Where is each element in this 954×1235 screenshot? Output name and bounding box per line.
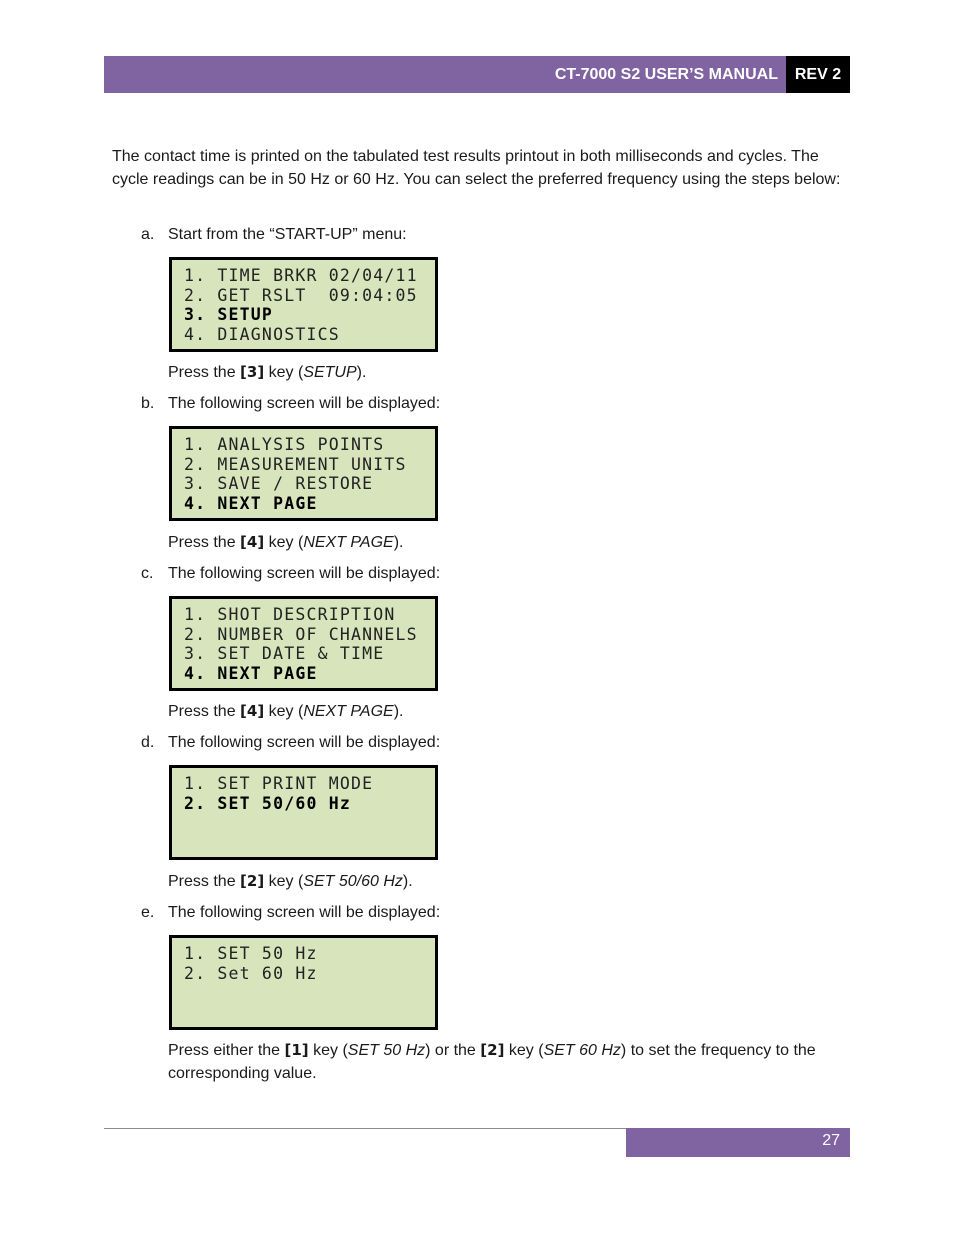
- revision-badge: REV 2: [786, 56, 850, 93]
- press-text: ) to set the frequency to the corresponding value.: [168, 1042, 816, 1082]
- press-text: Press either the: [168, 1042, 285, 1059]
- press-text: key (: [264, 364, 304, 381]
- step-text: The following screen will be displayed:: [168, 904, 441, 921]
- lcd-line: 4. DIAGNOSTICS: [184, 324, 340, 344]
- lcd-screen-frequency-menu: [169, 935, 438, 1030]
- menu-option-label: SET 50/60 Hz: [303, 873, 403, 890]
- key-2: [2]: [480, 1041, 505, 1059]
- manual-title: CT-7000 S2 USER’S MANUAL: [554, 66, 778, 83]
- menu-option-label: NEXT PAGE: [303, 534, 394, 551]
- press-text: Press the: [168, 364, 241, 381]
- lcd-line: 1. SET 50 Hz: [184, 944, 318, 963]
- lcd-screen-setup-menu: [169, 426, 438, 521]
- press-text: ).: [402, 873, 413, 890]
- press-text: key (: [264, 703, 304, 720]
- lcd-line: 3. SAVE / RESTORE: [184, 474, 374, 494]
- step-text: The following screen will be displayed:: [168, 395, 441, 412]
- menu-option-label: SET 50 Hz: [347, 1042, 426, 1059]
- step-text: The following screen will be displayed:: [168, 734, 441, 751]
- press-text: key (: [308, 1042, 348, 1059]
- step-e: [141, 902, 440, 925]
- lcd-screen-setup-page-3: [169, 765, 438, 860]
- press-text: ).: [393, 534, 404, 551]
- step-a: [141, 224, 407, 247]
- lcd-line-selected: 4. NEXT PAGE: [184, 493, 318, 513]
- lcd-line: 2. MEASUREMENT UNITS: [184, 454, 407, 474]
- step-letter: e.: [141, 904, 155, 921]
- press-instruction-c: [168, 700, 403, 724]
- step-d: [141, 732, 440, 755]
- lcd-line: 1. TIME BRKR 02/04/11: [184, 266, 418, 285]
- menu-option-label: SET 60 Hz: [543, 1042, 621, 1059]
- intro-paragraph: The contact time is printed on the tabulated test results printout in both milliseconds and cycles. The cycle readings can be in 50 Hz or 60 Hz. You can select the preferred frequency using the steps below:: [112, 148, 841, 188]
- lcd-line-selected: 3. SETUP: [184, 305, 274, 325]
- step-b: [141, 393, 440, 416]
- lcd-line: 1. ANALYSIS POINTS: [184, 435, 385, 454]
- step-c: [141, 563, 440, 586]
- step-letter: c.: [141, 565, 154, 582]
- lcd-line: [184, 833, 429, 853]
- lcd-line: 2. GET RSLT 09:04:05: [184, 285, 418, 305]
- press-text: ) or the: [425, 1042, 481, 1059]
- key-2: [2]: [240, 872, 265, 890]
- press-text: ).: [393, 703, 404, 720]
- lcd-line: 1. SET PRINT MODE: [184, 774, 374, 793]
- step-letter: b.: [141, 395, 155, 412]
- lcd-line: 1. SHOT DESCRIPTION: [184, 605, 396, 624]
- key-1: [1]: [284, 1041, 309, 1059]
- press-instruction-e: [168, 1039, 828, 1085]
- lcd-screen-startup-menu: [169, 257, 438, 352]
- lcd-line: 2. NUMBER OF CHANNELS: [184, 624, 418, 644]
- press-instruction-d: [168, 870, 413, 894]
- lcd-line: [184, 983, 429, 1003]
- page-number: 27: [822, 1132, 840, 1149]
- step-letter: a.: [141, 226, 155, 243]
- press-instruction-a: [168, 361, 366, 385]
- menu-option-label: NEXT PAGE: [303, 703, 394, 720]
- press-text: Press the: [168, 534, 241, 551]
- step-text: The following screen will be displayed:: [168, 565, 441, 582]
- step-letter: d.: [141, 734, 155, 751]
- lcd-screen-setup-page-2: [169, 596, 438, 691]
- key-3: [3]: [240, 363, 265, 381]
- press-text: Press the: [168, 873, 241, 890]
- press-text: Press the: [168, 703, 241, 720]
- press-instruction-b: [168, 531, 403, 555]
- key-4: [4]: [240, 702, 265, 720]
- step-text: Start from the “START-UP” menu:: [168, 226, 407, 243]
- lcd-line: 3. SET DATE & TIME: [184, 644, 385, 664]
- press-text: key (: [264, 873, 304, 890]
- key-4: [4]: [240, 533, 265, 551]
- menu-option-label: SETUP: [303, 364, 357, 381]
- lcd-line-selected: 4. NEXT PAGE: [184, 663, 318, 683]
- header-bar: [104, 56, 850, 93]
- lcd-line: 2. Set 60 Hz: [184, 963, 318, 983]
- press-text: ).: [356, 364, 367, 381]
- lcd-line: [184, 813, 429, 833]
- lcd-line: [184, 1003, 429, 1023]
- footer-page-box: [626, 1128, 850, 1157]
- press-text: key (: [264, 534, 304, 551]
- press-text: key (: [504, 1042, 544, 1059]
- lcd-line-selected: 2. SET 50/60 Hz: [184, 793, 352, 813]
